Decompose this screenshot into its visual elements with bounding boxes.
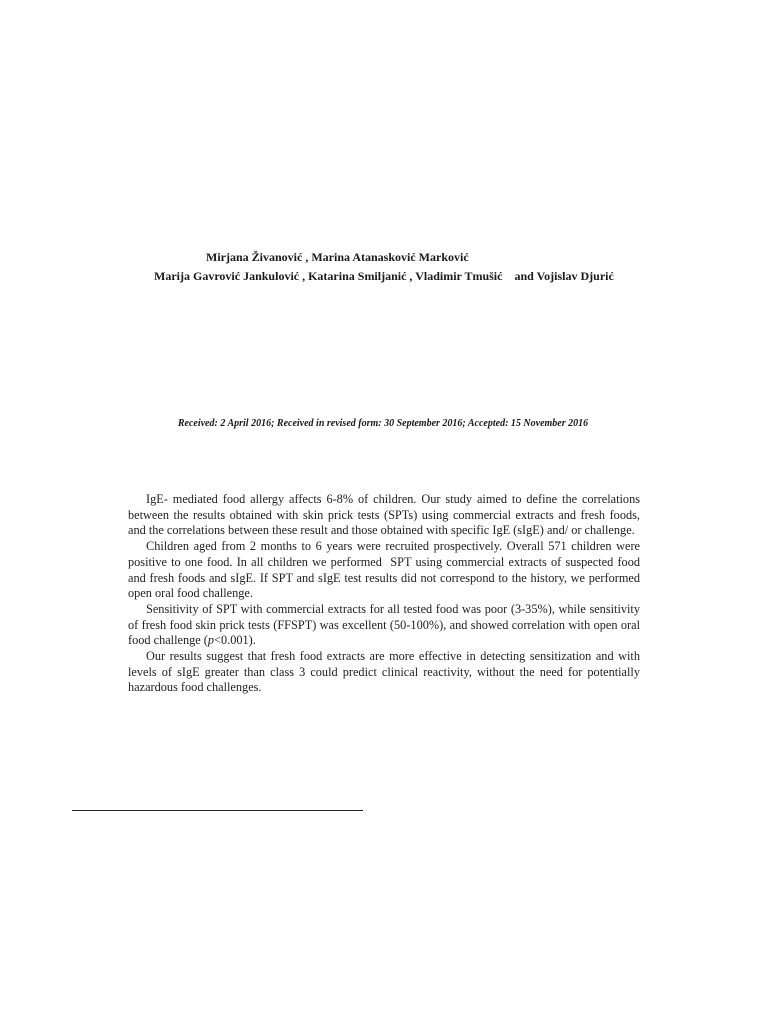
abstract-paragraph-1: IgE- mediated food allergy affects 6-8% of children. Our study aimed to define the correlations between the results obtained with skin prick tests (SPTs) using commercial extracts and fresh foods, and the correlations between these result and those obtained with specific IgE (sIgE) and/ or challenge. <box>128 492 640 538</box>
author-line-1: Mirjana Živanović , Marina Atanasković Marković <box>206 250 469 264</box>
author-line-2: Marija Gavrović Jankulović , Katarina Smiljanić , Vladimir Tmušić and Vojislav Djurić <box>154 269 614 283</box>
abstract-paragraph-3 <box>128 602 640 649</box>
received-dates-text: Received: 2 April 2016; Received in revised form: 30 September 2016; Accepted: 15 November 2016 <box>177 418 589 429</box>
abstract-paragraph-3-text: Sensitivity of SPT with commercial extracts for all tested food was poor (3-35%), while sensitivity of fresh food skin prick tests (FFSPT) was excellent (50-100%), and showed correlation with open oral food challenge ( <box>128 601 640 648</box>
p-value-symbol: p <box>207 633 215 648</box>
abstract <box>128 492 644 696</box>
footnote-separator <box>72 810 363 811</box>
abstract-paragraph-4: Our results suggest that fresh food extracts are more effective in detecting sensitization and with levels of sIgE greater than class 3 could predict clinical reactivity, without the need for potentially hazardous food challenges. <box>128 649 640 695</box>
received-dates <box>0 417 768 431</box>
p-value: <0.001). <box>214 633 256 648</box>
abstract-paragraph-2: Children aged from 2 months to 6 years were recruited prospectively. Overall 571 children were positive to one food. In all children we performed SPT using commercial extracts of suspected food and fresh foods and sIgE. If SPT and sIgE test results did not correspond to the history, we performed open oral food challenge. <box>128 539 644 601</box>
